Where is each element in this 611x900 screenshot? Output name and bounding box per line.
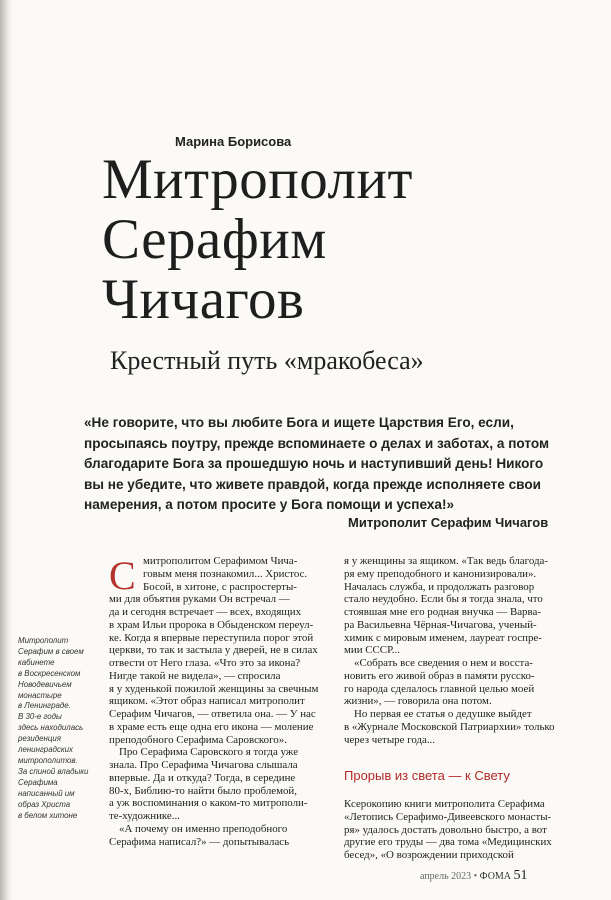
caption-line: здесь находилась [18,723,84,733]
body-line: церкви, то так и застыла у дверей, не в силах [109,644,318,657]
section-subheading: Прорыв из света — к Свету [344,768,510,783]
body-line: жизни», — говорила она потом. [344,695,492,708]
body-line: отвести от Него глаза. «Что это за икона? [109,657,301,669]
caption-line: монастыре [18,690,62,700]
body-line: ми для объятия руками Он встречал — [109,593,290,606]
quote-line: просыпаясь поутру, прежде вспоминаете о делах и заботах, а потом [84,435,550,451]
body-line: Босой, в хитоне, с распростерты- [143,580,297,593]
body-line: «Собрать все сведения о нем и восста- [354,657,533,669]
body-line: знала. Про Серафима Чичагова слышала [109,759,298,771]
body-line: ке. Когда я впервые переступила порог этой [109,631,314,644]
caption-line: в Ленинграде. [18,701,71,711]
body-line: да и сегодня встречает — всех, входящих [109,606,302,618]
body-line: ра Васильевна Чёрная-Чичагова, ученый- [344,618,537,631]
quote-line: вы не убедите, что живете правдой, когда прежде исполняете свои [84,476,542,492]
page-number: 51 [513,868,528,883]
caption-line: Серафим в своем [18,646,84,656]
body-line: го народа сделалось главной целью моей [344,682,535,695]
body-line: Нигде такой не видела», — спросила [109,669,281,682]
title-line: Митрополит [102,148,413,211]
body-line: ря ему преподобного и канонизировали». [344,567,537,580]
body-line: я у худенькой пожилой женщины за свечным [109,682,319,695]
body-line: другие его труды — два тома «Медицинских [344,836,552,849]
quote-attribution: Митрополит Серафим Чичагов [348,515,549,530]
body-line: те-художнике... [109,810,180,822]
body-line: Серафим Чичагов, — ответила она. — У нас [109,708,316,720]
title-line: Чичагов [102,268,305,331]
body-column-right-continued [344,798,579,862]
caption-line: В 30-е годы [18,712,62,722]
body-line: Про Серафима Саровского я тогда уже [119,746,299,759]
epigraph-quote [84,413,584,516]
body-line: ящиком. «Этот образ написал митрополит [109,695,305,708]
caption-line: ленинградских [18,745,73,755]
photo-caption [18,636,110,821]
body-line: впервые. Да и откуда? Тогда, в середине [109,771,296,784]
caption-line: митрополитов. [18,755,78,765]
body-line: в храм Ильи пророка в Обыденском переул- [109,618,314,631]
article-subtitle: Крестный путь «мракобеса» [110,346,424,375]
body-column-right [344,555,579,746]
body-line: стало неудобно. Если бы я тогда знала, что [344,593,543,606]
body-line: стоявшая мне его родная внучка — Варва- [344,606,541,618]
body-line: в храме есть еще одна его икона — моление [109,720,314,733]
caption-line: образ Христа [18,799,71,809]
article-author: Марина Борисова [175,134,292,149]
body-line: «Летопись Серафимо-Дивеевского монасты- [344,810,552,823]
footer-separator: • [473,871,478,882]
body-line: мии СССР... [344,644,400,657]
body-line: Серафима написал?» — допытывалась [109,835,290,848]
quote-line: «Не говорите, что вы любите Бога и ищете Царствия Его, если, [84,415,514,430]
body-line: Но первая ее статья о дедушке выйдет [354,708,532,720]
drop-cap: С [109,553,136,598]
issue-date: апрель 2023 [420,871,472,882]
body-line: а уж воспоминания о каком-то митрополи- [109,797,308,810]
body-line: митрополитом Серафимом Чича- [143,555,298,567]
caption-line: в Воскресенском [18,668,81,678]
body-column-left [109,555,331,848]
caption-line: За спиной владыки [18,766,89,776]
body-line: бесед», «О возрождении приходской [344,849,514,861]
body-line: Началась служба, и продолжать разговор [344,580,535,593]
body-line: через четыре года... [344,733,436,746]
body-line: я у женщины за ящиком. «Так ведь благода- [344,555,548,567]
caption-line: написанный им [18,788,75,798]
body-line: 80-х, Библию-то найти было проблемой, [109,784,297,797]
body-line: химик с мировым именем, лауреат госпре- [344,631,542,644]
magazine-name: ФОМА [479,871,512,882]
body-line: ря» удалось достать довольно быстро, а вот [344,823,547,836]
caption-line: кабинете [18,657,55,667]
caption-line: Серафима [18,777,58,787]
body-line: Ксерокопию книги митрополита Серафима [344,798,545,810]
body-line: «А почему он именно преподобного [119,822,288,835]
caption-line: резиденция [18,734,61,744]
quote-line: благодарите Бога за прошедшую ночь и наступивший день! Никого [84,456,544,471]
article-title [102,150,413,330]
caption-line: Новодевичьем [18,679,72,689]
caption-line: Митрополит [18,636,69,645]
body-line: говым меня познакомил... Христос. [143,567,308,580]
body-line: преподобного Серафима Саровского». [109,733,287,746]
page-footer [420,868,528,884]
quote-line: намерения, а потом просите у Бога помощи и успеха!» [84,497,455,512]
title-line: Серафим [102,208,327,271]
caption-line: в белом хитоне [18,810,78,820]
body-line: в «Журнале Московской Патриархии» только [344,720,555,733]
page-gutter-shadow [0,0,12,900]
body-line: новить его живой образ в памяти русско- [344,669,535,682]
